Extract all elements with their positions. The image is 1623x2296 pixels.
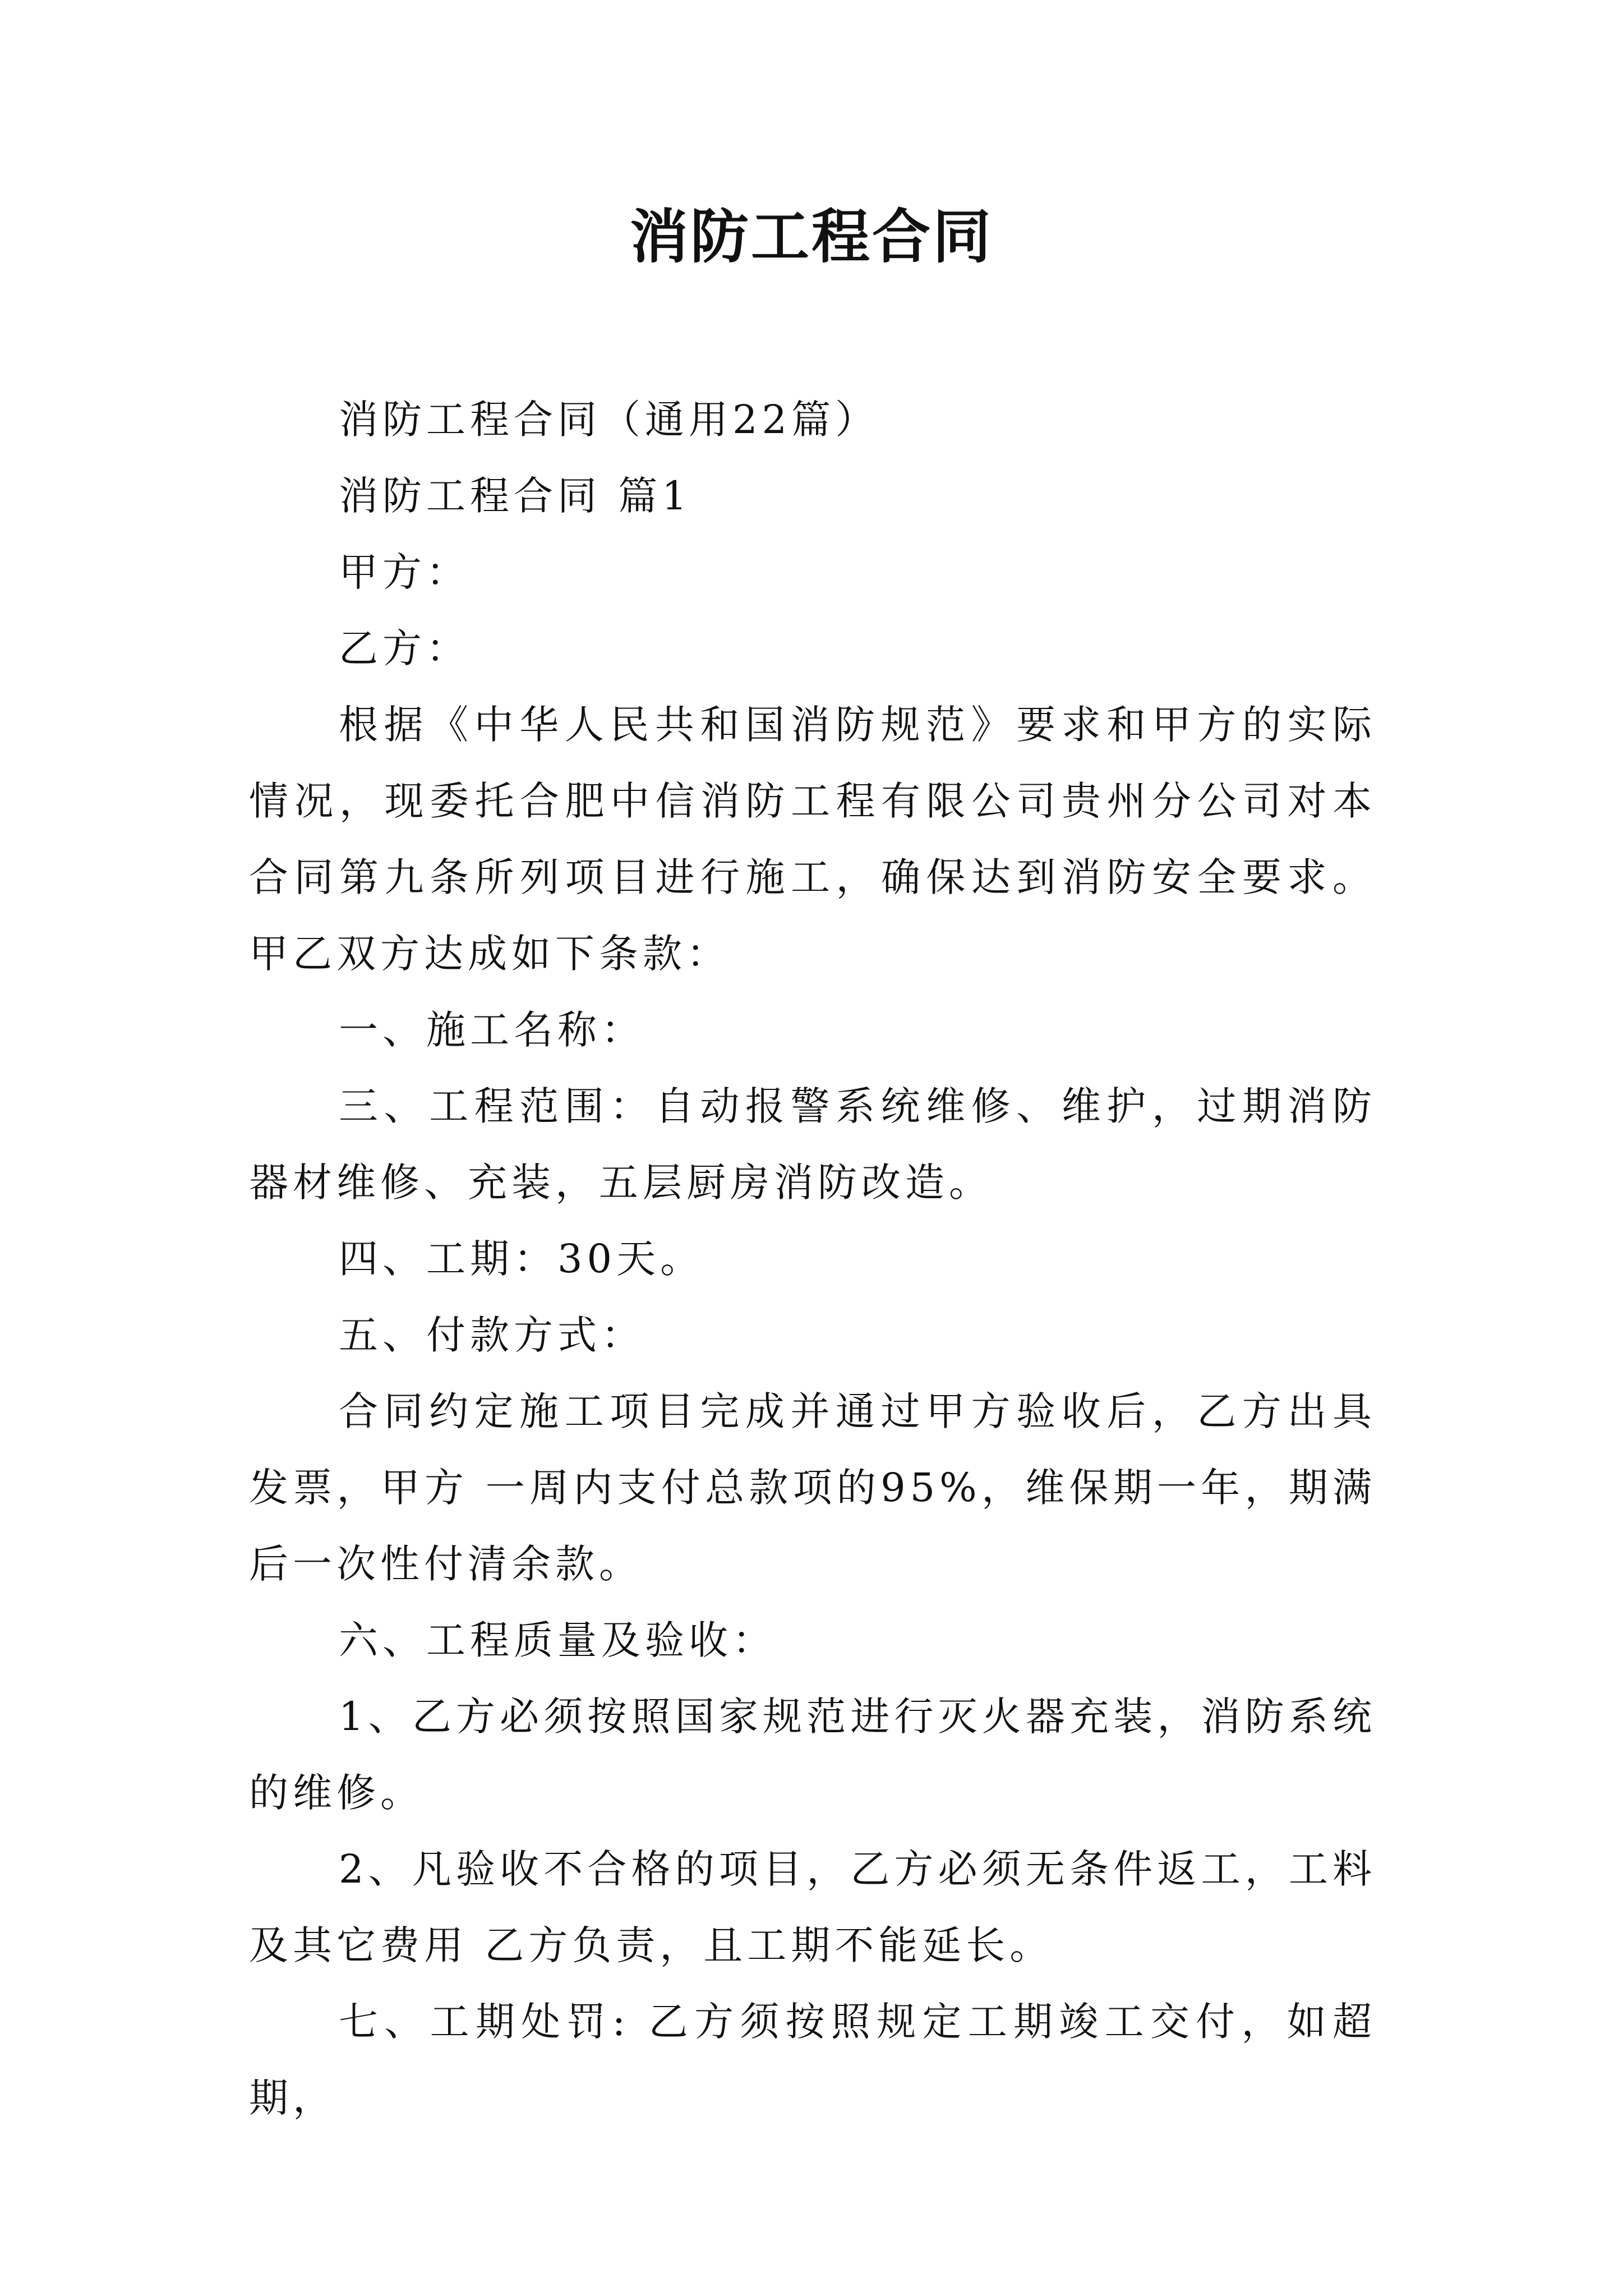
paragraph-subtitle: 消防工程合同（通用22篇） <box>339 397 879 443</box>
paragraph-payment-heading: 五、付款方式： <box>339 1312 645 1358</box>
paragraph-penalty: 七、工期处罚: 乙方须按照规定工期竣工交付，如超期， <box>249 1999 1376 2121</box>
paragraph-quality-heading: 六、工程质量及验收： <box>339 1617 776 1663</box>
paragraph-quality-item-2: 2、凡验收不合格的项目，乙方必须无条件返工，工料及其它费用 乙方负责，且工期不能延长。 <box>249 1846 1376 1968</box>
document-body <box>249 381 1376 2136</box>
paragraph-party-a: 甲方： <box>339 549 470 595</box>
paragraph-project-scope: 三、工程范围：自动报警系统维修、维护，过期消防器材维修、充装，五层厨房消防改造。 <box>249 1083 1376 1205</box>
paragraph-duration: 四、工期：30天。 <box>339 1236 704 1282</box>
paragraph-preamble: 根据《中华人民共和国消防规范》要求和甲方的实际情况，现委托合肥中信消防工程有限公司贵州分公司对本合同第九条所列项目进行施工，确保达到消防安全要求。甲乙双方达成如下条款： <box>249 702 1376 977</box>
paragraph-payment-terms: 合同约定施工项目完成并通过甲方验收后，乙方出具发票，甲方 一周内支付总款项的95%，维保期一年，期满后一次性付清余款。 <box>249 1388 1376 1587</box>
paragraph-quality-item-1: 1、乙方必须按照国家规范进行灭火器充装，消防系统的维修。 <box>249 1694 1376 1816</box>
document-title: 消防工程合同 <box>629 202 993 271</box>
paragraph-section-heading: 消防工程合同 篇1 <box>339 473 691 519</box>
paragraph-construction-name: 一、施工名称： <box>339 1007 645 1053</box>
paragraph-party-b: 乙方： <box>339 625 470 671</box>
